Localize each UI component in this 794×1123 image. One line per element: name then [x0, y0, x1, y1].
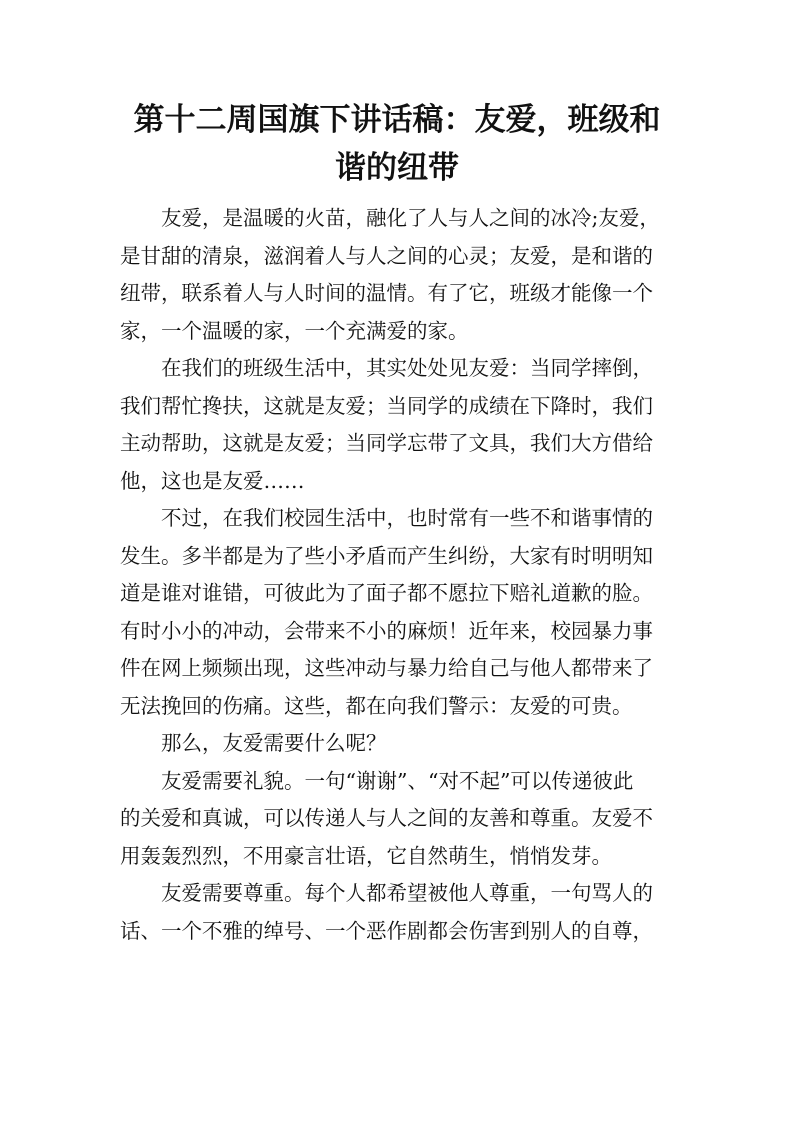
paragraph-5: [120, 763, 674, 876]
text-line: 纽带，联系着人与人时间的温情。有了它，班级才能像一个: [120, 281, 653, 305]
text-line: 主动帮助，这就是友爱；当同学忘带了文具，我们大方借给: [120, 431, 653, 455]
paragraph-3: [120, 500, 674, 725]
title-line-2: 谐的纽带: [335, 150, 459, 186]
text-line: 家，一个温暖的家，一个充满爱的家。: [120, 318, 469, 343]
paragraph-6: [120, 875, 674, 950]
paragraph-2: [120, 350, 674, 500]
text-line: 友爱需要尊重。每个人都希望被他人尊重，一句骂人的: [161, 881, 653, 905]
text-line: 话、一个不雅的绰号、一个恶作剧都会伤害到别人的自尊，: [120, 918, 653, 943]
paragraph-4: [120, 725, 674, 763]
text-line: 不过，在我们校园生活中，也时常有一些不和谐事情的: [161, 506, 653, 530]
text-line: 我们帮忙搀扶，这就是友爱；当同学的成绩在下降时，我们: [120, 393, 653, 418]
text-line: 那么，友爱需要什么呢？: [161, 731, 387, 755]
text-line: 在我们的班级生活中，其实处处见友爱：当同学摔倒，: [161, 356, 653, 380]
text-line: 道是谁对谁错，可彼此为了面子都不愿拉下赔礼道歉的脸。: [120, 581, 653, 605]
paragraph-1: [120, 200, 674, 350]
text-line: 发生。多半都是为了些小矛盾而产生纠纷，大家有时明明知: [120, 543, 653, 568]
text-line: 友爱，是温暖的火苗，融化了人与人之间的冰冷;友爱，: [161, 206, 660, 230]
text-line: 友爱需要礼貌。一句“谢谢”、“对不起”可以传递彼此: [161, 768, 634, 793]
title-line-1: 第十二周国旗下讲话稿：友爱，班级和: [133, 102, 661, 138]
text-line: 是甘甜的清泉，滋润着人与人之间的心灵；友爱，是和谐的: [120, 243, 653, 268]
text-line: 有时小小的冲动，会带来不小的麻烦！近年来，校园暴力事: [120, 618, 653, 643]
text-line: 件在网上频频出现，这些冲动与暴力给自己与他人都带来了: [120, 656, 653, 680]
document-title: [120, 96, 674, 192]
document-page: [120, 96, 674, 950]
text-line: 用轰轰烈烈，不用豪言壮语，它自然萌生，悄悄发芽。: [120, 843, 612, 868]
text-line: 他，这也是友爱……: [120, 468, 305, 493]
text-line: 无法挽回的伤痛。这些，都在向我们警示：友爱的可贵。: [120, 693, 633, 718]
text-line: 的关爱和真诚，可以传递人与人之间的友善和尊重。友爱不: [120, 806, 653, 830]
